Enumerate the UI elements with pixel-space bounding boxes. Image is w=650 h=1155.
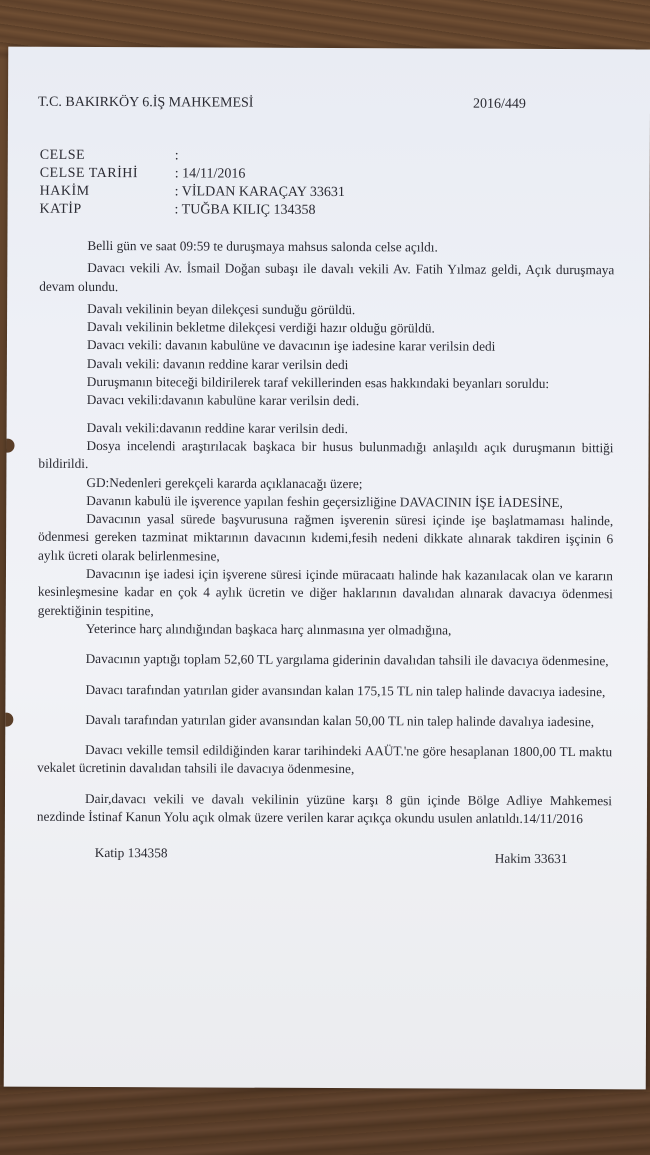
punch-hole: [4, 713, 14, 727]
meta-row: [40, 165, 345, 184]
paragraph: Davanın kabulü ile işverence yapılan feshin geçersizliğine DAVACININ İŞE İADESİNE,: [86, 492, 563, 510]
meta-row: [40, 147, 345, 166]
meta-key: HAKİM: [39, 183, 90, 199]
paragraph: Davalı vekilinin bekletme dilekçesi verdiği hazır olduğu görüldü.: [87, 319, 435, 336]
paragraph: Davalı tarafından yatırılan gider avansından kalan 50,00 TL nin talep halinde davalıya iadesine,: [85, 711, 595, 729]
meta-value: : 14/11/2016: [174, 166, 246, 182]
paragraph: Davacı vekili Av. İsmail Doğan subaşı ile davalı vekili Av. Fatih Yılmaz geldi, Açık duruşmaya devam olundu.: [39, 260, 615, 294]
hearing-metadata: [40, 147, 346, 220]
meta-value: : TUĞBA KILIÇ 134358: [174, 202, 316, 218]
paragraph: Davacının işe iadesi için işverene süresi içinde müracaatı halinde hak kazanılacak olan ve kararın kesinleşmesine kadar en çok 4 aylık ücretin ve diğer haklarının davalıdan alınarak davacıya ödenmesi gerektiğinin tespitine,: [37, 565, 614, 618]
paragraph: Davacı vekille temsil edildiğinden karar tarihindeki AAÜT.'ne göre hesaplanan 1800,00 TL maktu vekalet ücretinin davalıdan tahsili ile davacıya ödenmesine,: [37, 742, 613, 777]
clerk-signature: Katip 134358: [94, 844, 168, 861]
document-header: [37, 94, 618, 112]
paragraph: Dair,davacı vekili ve davalı vekilinin yüzüne karşı 8 gün içinde Bölge Adliye Mahkemesi nezdinde İstinaf Kanun Yolu açık olmak üzere verilen karar açıkça okundu usulen anlatıldı.14/11/2016: [36, 790, 613, 827]
meta-key: CELSE TARİHİ: [39, 165, 139, 182]
meta-row: [40, 183, 345, 202]
paragraph: Davalı vekilinin beyan dilekçesi sunduğu görüldü.: [87, 300, 356, 318]
judge-signature: Hakim 33631: [494, 850, 568, 867]
meta-row: [40, 201, 345, 220]
meta-value: : VİLDAN KARAÇAY 33631: [174, 184, 345, 201]
paragraph: Davalı vekili: davanın reddine karar verilsin dedi: [86, 355, 349, 372]
table-surface-bottom: [0, 1085, 650, 1155]
case-number: 2016/449: [472, 96, 526, 112]
minutes-body: [37, 237, 615, 829]
signature-block: [94, 844, 595, 867]
paragraph: Davacı tarafından yatırılan gider avansından kalan 175,15 TL nin talep halinde davacıya iadesine,: [85, 681, 606, 699]
paragraph: Yeterince harç alındığından başkaca harç alınmasına yer olmadığına,: [85, 620, 452, 638]
meta-key: KATİP: [39, 201, 82, 217]
paragraph: GD:Nedenleri gerekçeli kararda açıklanacağı üzere;: [86, 474, 363, 491]
court-minutes-document: [4, 47, 650, 1090]
paragraph: Davacının yaptığı toplam 52,60 TL yargılama giderinin davalıdan tahsili ile davacıya ödenmesine,: [85, 651, 609, 669]
paragraph: Belli gün ve saat 09:59 te duruşmaya mahsus salonda celse açıldı.: [87, 237, 438, 255]
paragraph: Davalı vekili:davanın reddine karar verilsin dedi.: [86, 419, 349, 436]
meta-value: :: [174, 148, 179, 164]
court-name: T.C. BAKIRKÖY 6.İŞ MAHKEMESİ: [37, 94, 254, 111]
paragraph: Duruşmanın biteceği bildirilerek taraf vekillerinden esas hakkındaki beyanları soruldu:: [86, 374, 550, 392]
paragraph: Davacının yasal sürede başvurusuna rağmen işverenin süresi içinde işe başlatmaması halinde, ödenmesi gereken tazminat miktarının davacının kıdemi,fesih nedeni dikkate alınarak takdiren işçinin 6 aylık ücreti olarak belirlenmesine,: [38, 511, 614, 564]
paragraph: Dosya incelendi araştırılacak başkaca bir husus bulunmadığı anlaşıldı açık duruşmanın bittiği bildirildi.: [38, 437, 614, 472]
punch-hole: [4, 439, 15, 453]
paragraph: Davacı vekili:davanın kabulüne karar verilsin dedi.: [86, 392, 360, 409]
paragraph: Davacı vekili: davanın kabulüne ve davacının işe iadesine karar verilsin dedi: [86, 337, 496, 355]
meta-key: CELSE: [39, 147, 86, 163]
